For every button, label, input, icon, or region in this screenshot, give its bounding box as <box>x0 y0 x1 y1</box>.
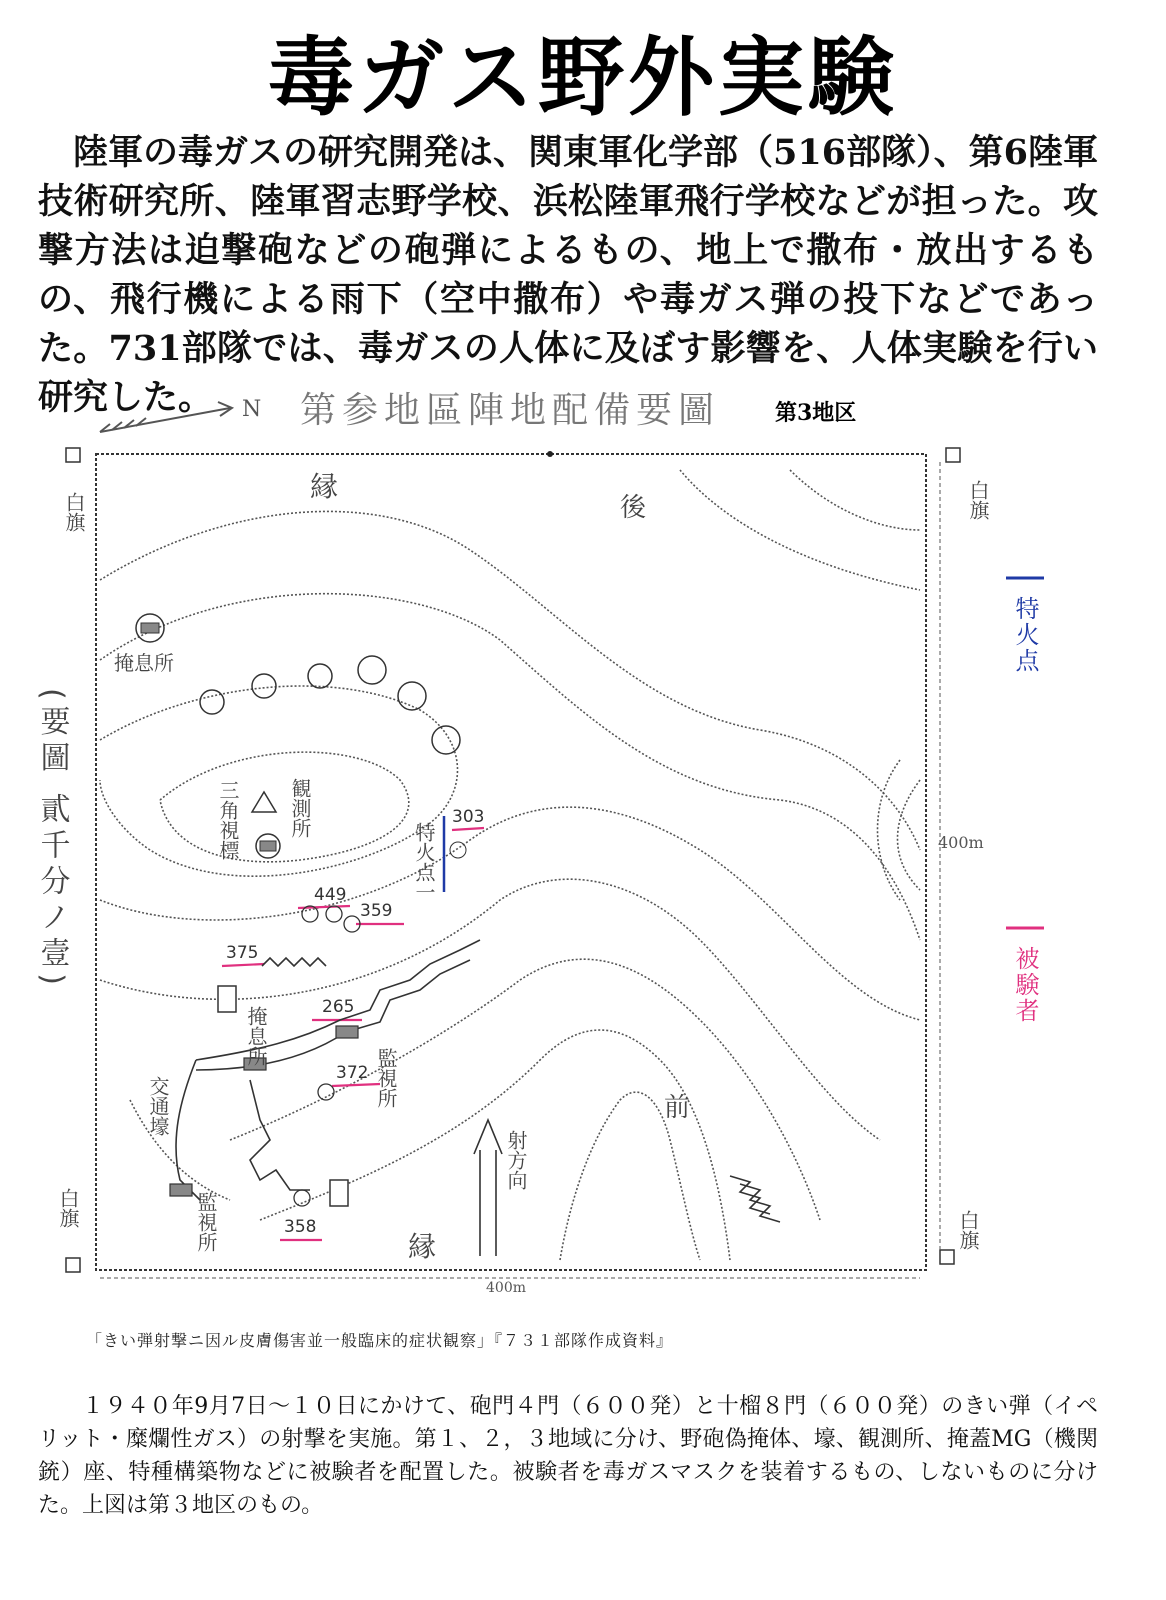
subject-303: 303 <box>452 807 485 827</box>
flag-label-top-right: 白旗 <box>966 480 990 520</box>
flag-label-bottom-right: 白旗 <box>956 1210 980 1250</box>
triangulation-icon <box>252 792 276 812</box>
subject-375: 375 <box>226 943 259 963</box>
subject-358: 358 <box>284 1217 317 1237</box>
intro-paragraph: 陸軍の毒ガスの研究開発は、関東軍化学部（516部隊）、第6陸軍技術研究所、陸軍習志野学校、浜松陸軍飛行学校などが担った。攻撃方法は迫撃砲などの砲弾によるもの、地上で撒布・放出するもの、飛行機による雨下（空中撒布）や毒ガス弾の投下などであった。731部隊では、毒ガスの人体に及ぼす影響を、人体実験を行い研究した。 <box>38 132 1098 418</box>
emplacement-icons <box>200 656 460 754</box>
label-rest-area: 掩息所 <box>244 1006 268 1066</box>
map-heading: 第参地區陣地配備要圖 <box>300 390 721 431</box>
flag-bottom-left <box>66 1258 80 1272</box>
flag-label-bottom-left: 白旗 <box>56 1188 80 1228</box>
scale-bottom: 400m <box>486 1280 526 1296</box>
trench-lines <box>176 940 780 1222</box>
label-trench: 交通壕 <box>146 1076 170 1136</box>
scale-side: 400m <box>938 833 984 852</box>
label-watch-post-bottom: 監視所 <box>194 1192 218 1252</box>
label-watch-post-right: 監視所 <box>374 1048 398 1108</box>
flag-top-left <box>66 448 80 462</box>
scale-note: (要圖 貳千分ノ壹) <box>34 688 70 991</box>
subject-449: 449 <box>314 885 347 905</box>
page-title: 毒ガス野外実験 <box>268 28 898 128</box>
flag-label-top-left: 白旗 <box>62 492 86 532</box>
label-observation: 観測所 <box>288 778 312 838</box>
legend-subject: 被験者 <box>1011 946 1039 1024</box>
label-fire-direction: 射方向 <box>504 1130 528 1190</box>
subject-372: 372 <box>336 1063 369 1083</box>
fire-direction-arrow-icon <box>474 1120 502 1256</box>
bottom-edge-label-2: 前 <box>664 1093 691 1123</box>
map-caption: 「きい弾射撃ニ因ル皮膚傷害並一般臨床的症状観察」『７３１部隊作成資料』 <box>86 1331 674 1350</box>
shelter-box-2 <box>330 1180 348 1206</box>
contour-map <box>0 380 1166 1340</box>
north-mark: N <box>242 397 262 422</box>
subject-265: 265 <box>322 997 355 1017</box>
top-edge-label-2: 後 <box>620 493 647 523</box>
flag-bottom-right <box>940 1250 954 1264</box>
subject-359: 359 <box>360 901 393 921</box>
legend-special-fire-point: 特火点 <box>1011 596 1039 674</box>
label-special-fire-point: 特火点一 <box>412 822 436 902</box>
label-triangulation: 三角視標 <box>216 780 240 860</box>
map-figure <box>0 380 1166 1340</box>
label-rest-area-top: 掩息所 <box>114 651 174 675</box>
top-edge-label: 縁 <box>310 470 339 503</box>
footer-paragraph: １９４０年9月7日～１０日にかけて、砲門４門（６００発）と十榴８門（６００発）のきい弾（イペリット・糜爛性ガス）の射撃を実施。第１、２，３地域に分け、野砲偽掩体、壕、観測所、掩蓋MG（機関銃）座、特種構築物などに被験者を配置した。被験者を毒ガスマスクを装着するもの、しないものに分けた。上図は第３地区のもの。 <box>38 1394 1098 1518</box>
north-arrow-icon <box>100 402 232 432</box>
district-label: 第3地区 <box>775 400 857 426</box>
shelter-box-1 <box>218 986 236 1012</box>
bottom-edge-label: 縁 <box>408 1230 437 1263</box>
flag-top-right <box>946 448 960 462</box>
